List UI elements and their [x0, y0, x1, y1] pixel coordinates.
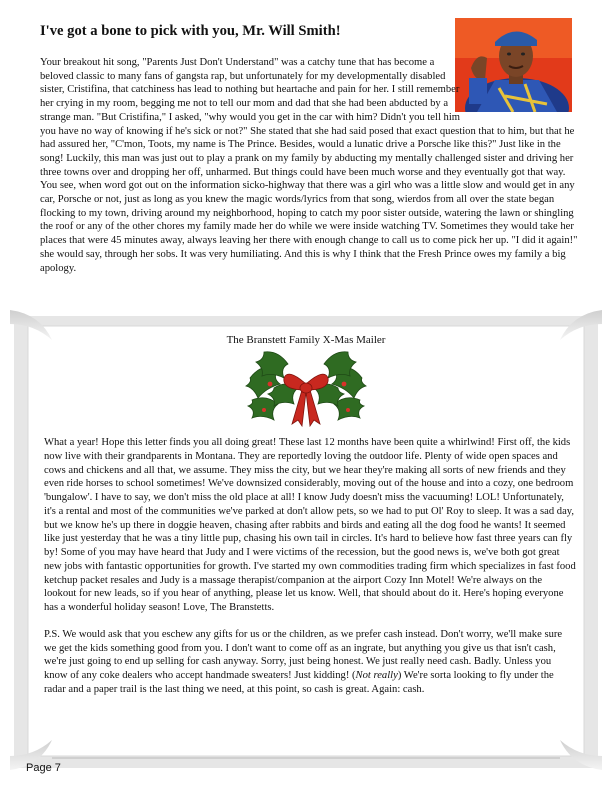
ps-text-end: ) We're sorta looking to fly under the radar and a paper trail is the last thing we need, at this point, so cash is great. Again: cash.: [44, 670, 554, 695]
article-paragraph: Your breakout hit song, "Parents Just Don't Understand" was a catchy tune that has become a beloved classic to many fans of gangsta rap, but unfortunately for my developmentally disabled sister, Cristifina, that catchiness has lead to nothing but heartache and pain for her. I still remember her crying in my room, begging me not to tell our mom and dad that she had been abducted by a strange man. "But Cristifina," I asked, "why would you get in the car with him? Didn't you tell him you have no way of knowing if he's sick or not?" She stated that she had said posed that exact question that to him, but that he had assured her, "C'mon, Toots, my name is The Prince. Besides, would a lunatic drive a Porsche like this?" Just like in the song! Luckily, this man was just out to play a prank on my family by abducting my mentally challenged sister and driving her three towns over and dropping her off, unharmed. But things could have been much worse and they eventually got that way. You see, when word got out on the information sicko-highway that there was a girl who was a little slow and would get in any car, Porsche or not, just as long as you knew the magic words/lyrics from that song, wierdos from all over the state began flocking to my town, driving around my neighborhood, hoping to catch my poor sister outside, watering the lawn or shingling the roof or any of the other chores my family made her do while we were inside watching TV. Sometimes they would take her places that were 45 minutes away, always leaving her there with enough change to call us to come pick her up. "I did it again!" she would say, through her sobs. It was very humiliating. And this is why I think that the Fresh Prince owes my family a big apology.: [40, 57, 578, 274]
article-title: I've got a bone to pick with you, Mr. Will Smith!: [40, 23, 341, 39]
mailer-postscript: [44, 628, 576, 697]
mailer-body: [44, 436, 576, 710]
article-body: [40, 56, 580, 275]
mailer-paragraph: What a year! Hope this letter finds you all doing great! These last 12 months have been quite a whirlwind! First off, the kids now live with their grandparents in Montana. They are reportedly loving the outdoor life. Plenty of wide open spaces and cows and chickens and all that, we assume. They miss the city, but we hear they're making all sorts of new friends and they even ride horses to school sometimes! We've downsized considerably, moving out of the house and into a cozy, one bedroom 'bungalow'. I have to say, we don't miss the old place at all! I know Judy doesn't miss the vacuuming! LOL! Unfortunately, it's a rental and most of the communities we've parked at don't allow pets, so we had to put Ol' Roy to sleep. It was a sad day, but we know he's up there in doggie heaven, chasing after rabbits and birds and eating all the dog food he wants! It seemed like just yesterday that he was a tiny little pup, chasing his own tail in circles. It's hard to believe how fast three years can fly by! Some of you may have heard that Judy and I were victims of the recession, but the good news is, we've both got great new jobs with fantastic opportunities for growth. I've started my own commodities trading firm which specializes in fast food ketchup packet resales and Judy is a massage therapist/companion at the airport Cozy Inn Motel! We're always on the lookout for new leads, so if you hear of anything, please let us know. Well, that should about do it. Here's hoping everyone has a wonderful holiday season! Love, The Branstetts.: [44, 437, 576, 613]
mailer-title: The Branstett Family X-Mas Mailer: [226, 334, 386, 346]
holly-bow-icon: [244, 348, 368, 430]
ps-italic-text: Not really: [355, 670, 398, 681]
ps-text-start: P.S. We would ask that you eschew any gifts for us or the children, as we prefer cash instead. Don't worry, we'll make sure we get the kids something good from you. I don't want to come off as an ingrate, but anything you give us that isn't cash, we're just going to end up selling for cash anyway. Sorry, just being honest. We just really need cash. Badly. Unless you know of any coke dealers who accept handmade sweaters! Just kidding! (: [44, 628, 563, 681]
page-number: Page 7: [26, 762, 61, 774]
